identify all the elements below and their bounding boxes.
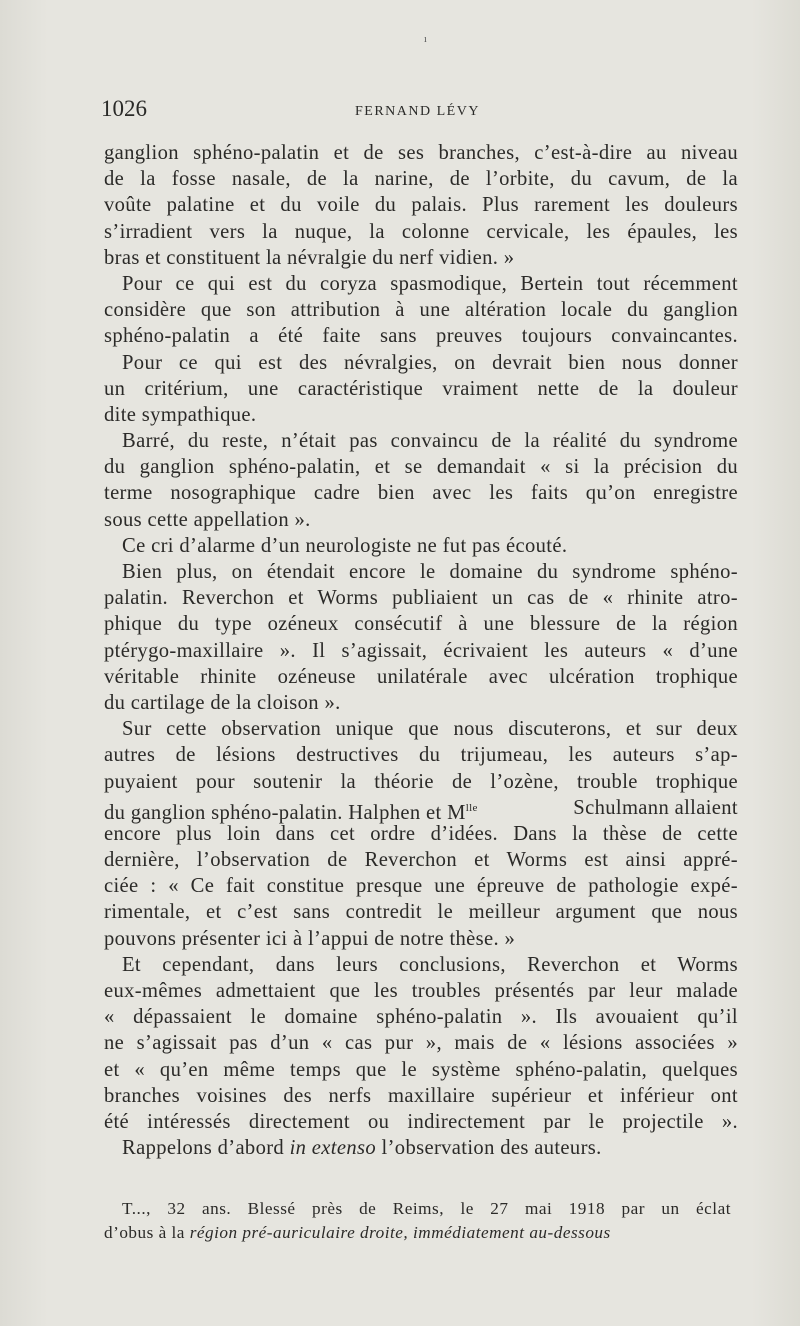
text-segment: Rappelons d’abord xyxy=(122,1137,290,1160)
text-line: ciée : « Ce fait constitue presque une épreuve de pathologie expé- xyxy=(104,875,738,898)
margin-mark: ı xyxy=(424,34,427,45)
text-line: ganglion sphéno-palatin et de ses branches, c’est-à-dire au niveau xyxy=(104,142,738,164)
text-line: un critérium, une caractéristique vraiment nette de la douleur xyxy=(104,377,738,400)
text-line: phique du type ozéneux consécutif à une blessure de la région xyxy=(104,613,738,636)
text-line: Bien plus, on étendait encore le domaine du syndrome sphéno- xyxy=(122,561,738,583)
text-line: Pour ce qui est du coryza spasmodique, Bertein tout récemment xyxy=(122,272,738,295)
text-line: du ganglion sphéno-palatin, et se demandait « si la précision du xyxy=(104,456,738,479)
text-line: été intéressés directement ou indirectement par le projectile ». xyxy=(104,1110,738,1133)
text-line: ne s’agissait pas d’un « cas pur », mais de « lésions associées » xyxy=(104,1032,738,1055)
text-segment: Schulmann allaient xyxy=(567,796,738,819)
page-number: 1026 xyxy=(101,96,147,121)
note-line xyxy=(104,1221,731,1245)
text-line: ptérygo-maxillaire ». Il s’agissait, écrivaient les auteurs « d’une xyxy=(104,639,738,662)
text-line: voûte palatine et du voile du palais. Plus rarement les douleurs xyxy=(104,194,738,217)
text-line: terme nosographique cadre bien avec les faits qu’on enregistre xyxy=(104,482,738,505)
text-line: s’irradient vers la nuque, la colonne cervicale, les épaules, les xyxy=(104,220,738,243)
body-text xyxy=(104,140,738,1161)
text-line: Ce cri d’alarme d’un neurologiste ne fut pas écouté. xyxy=(122,534,568,557)
text-line: « dépassaient le domaine sphéno-palatin ». Ils avouaient qu’il xyxy=(104,1006,738,1029)
text-line: dernière, l’observation de Reverchon et Worms est ainsi appré- xyxy=(104,849,738,872)
text-line: sous cette appellation ». xyxy=(104,508,311,531)
text-line: branches voisines des nerfs maxillaire supérieur et inférieur ont xyxy=(104,1084,738,1107)
observation-note xyxy=(104,1197,731,1244)
text-line: puyaient pour soutenir la théorie de l’ozène, trouble trophique xyxy=(104,770,738,793)
text-line xyxy=(104,1135,738,1161)
text-line: Pour ce qui est des névralgies, on devrait bien nous donner xyxy=(122,351,738,374)
text-line: dite sympathique. xyxy=(104,403,257,426)
italic-text: région pré-auriculaire droite, immédiatement au-dessous xyxy=(189,1222,611,1242)
text-segment: d’obus à la xyxy=(104,1222,190,1242)
text-line: Et cependant, dans leurs conclusions, Reverchon et Worms xyxy=(122,953,738,976)
text-line: considère que son attribution à une altération locale du ganglion xyxy=(104,299,738,322)
superscript: lle xyxy=(465,801,478,814)
text-line: véritable rhinite ozéneuse unilatérale avec ulcération trophique xyxy=(104,665,738,688)
text-segment: l’observation des auteurs. xyxy=(376,1137,602,1160)
text-line: sphéno-palatin a été faite sans preuves toujours convaincantes. xyxy=(104,325,738,348)
text-line: Sur cette observation unique que nous discuterons, et sur deux xyxy=(122,718,738,741)
text-line: pouvons présenter ici à l’appui de notre thèse. » xyxy=(104,927,516,950)
italic-text: in extenso xyxy=(289,1137,377,1160)
text-line: autres de lésions destructives du trijumeau, les auteurs s’ap- xyxy=(104,744,738,767)
text-line: eux-mêmes admettaient que les troubles présentés par leur malade xyxy=(104,980,738,1002)
text-segment: du ganglion sphéno-palatin. Halphen et M xyxy=(104,801,466,824)
note-line: T..., 32 ans. Blessé près de Reims, le 27 mai 1918 par un éclat xyxy=(122,1199,731,1218)
text-line: encore plus loin dans cet ordre d’idées. Dans la thèse de cette xyxy=(104,822,738,845)
text-line: palatin. Reverchon et Worms publiaient un cas de « rhinite atro- xyxy=(104,587,738,610)
text-line xyxy=(104,795,738,824)
text-line: de la fosse nasale, de la narine, de l’orbite, du cavum, de la xyxy=(104,168,738,191)
text-segment xyxy=(104,795,478,824)
running-head: FERNAND LÉVY xyxy=(355,104,480,119)
text-line: rimentale, et c’est sans contredit le meilleur argument que nous xyxy=(104,901,738,924)
text-line: Barré, du reste, n’était pas convaincu de la réalité du syndrome xyxy=(122,430,738,453)
text-line: et « qu’en même temps que le système sphéno-palatin, quelques xyxy=(104,1058,738,1081)
text-line: bras et constituent la névralgie du nerf vidien. » xyxy=(104,246,515,269)
text-line: du cartilage de la cloison ». xyxy=(104,691,341,714)
